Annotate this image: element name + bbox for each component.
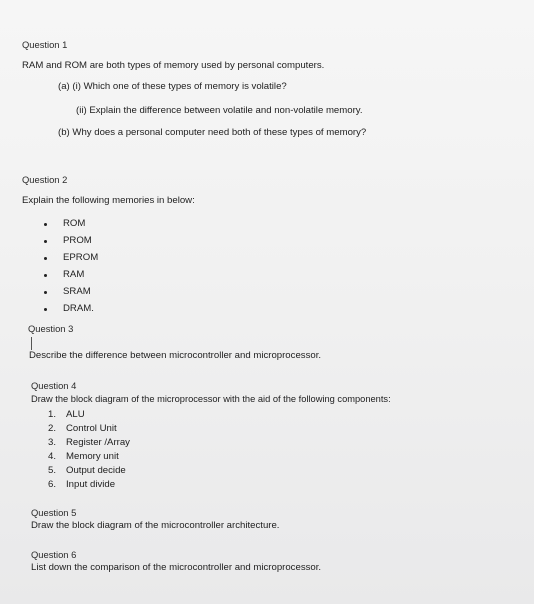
question-2-intro: Explain the following memories in below: [22, 195, 195, 206]
list-number: 1. [48, 409, 57, 420]
question-6-title: Question 6 [31, 549, 77, 560]
question-1-part-a-i: (a) (i) Which one of these types of memory is volatile? [58, 81, 287, 92]
memory-item: PROM [63, 235, 92, 246]
component-item: Input divide [66, 479, 116, 490]
question-1-intro: RAM and ROM are both types of memory used by personal computers. [22, 60, 325, 71]
question-1-part-b: (b) Why does a personal computer need both of these types of memory? [58, 127, 367, 138]
component-item: Output decide [66, 465, 126, 476]
question-4-title: Question 4 [31, 380, 77, 391]
question-6-text: List down the comparison of the microcontroller and microprocessor. [31, 562, 322, 573]
bullet-icon [44, 308, 47, 311]
bullet-icon [44, 274, 47, 277]
list-number: 2. [48, 423, 57, 434]
component-item: Register /Array [66, 437, 130, 448]
question-3-title: Question 3 [28, 323, 74, 334]
bullet-icon [44, 240, 47, 243]
list-number: 5. [48, 465, 57, 476]
bullet-icon [44, 257, 47, 260]
question-4-intro: Draw the block diagram of the microprocessor with the aid of the following components: [31, 394, 391, 404]
memory-item: EPROM [63, 252, 99, 263]
text-cursor-icon [31, 337, 32, 350]
question-5-title: Question 5 [31, 507, 77, 518]
component-item: ALU [66, 409, 85, 420]
memory-item: RAM [63, 269, 85, 280]
bullet-icon [44, 223, 47, 226]
question-3-text: Describe the difference between microcontroller and microprocessor. [29, 350, 322, 361]
question-2-title: Question 2 [22, 174, 68, 185]
question-1-title: Question 1 [22, 39, 68, 50]
memory-item: DRAM. [63, 303, 94, 314]
memory-item: SRAM [63, 286, 91, 297]
list-number: 4. [48, 451, 57, 462]
bullet-icon [44, 291, 47, 294]
list-number: 6. [48, 479, 57, 490]
question-1-part-a-ii: (ii) Explain the difference between volatile and non-volatile memory. [76, 105, 363, 116]
memory-item: ROM [63, 218, 86, 229]
component-item: Control Unit [66, 423, 117, 434]
list-number: 3. [48, 437, 57, 448]
question-5-text: Draw the block diagram of the microcontroller architecture. [31, 520, 280, 531]
component-item: Memory unit [66, 451, 119, 462]
